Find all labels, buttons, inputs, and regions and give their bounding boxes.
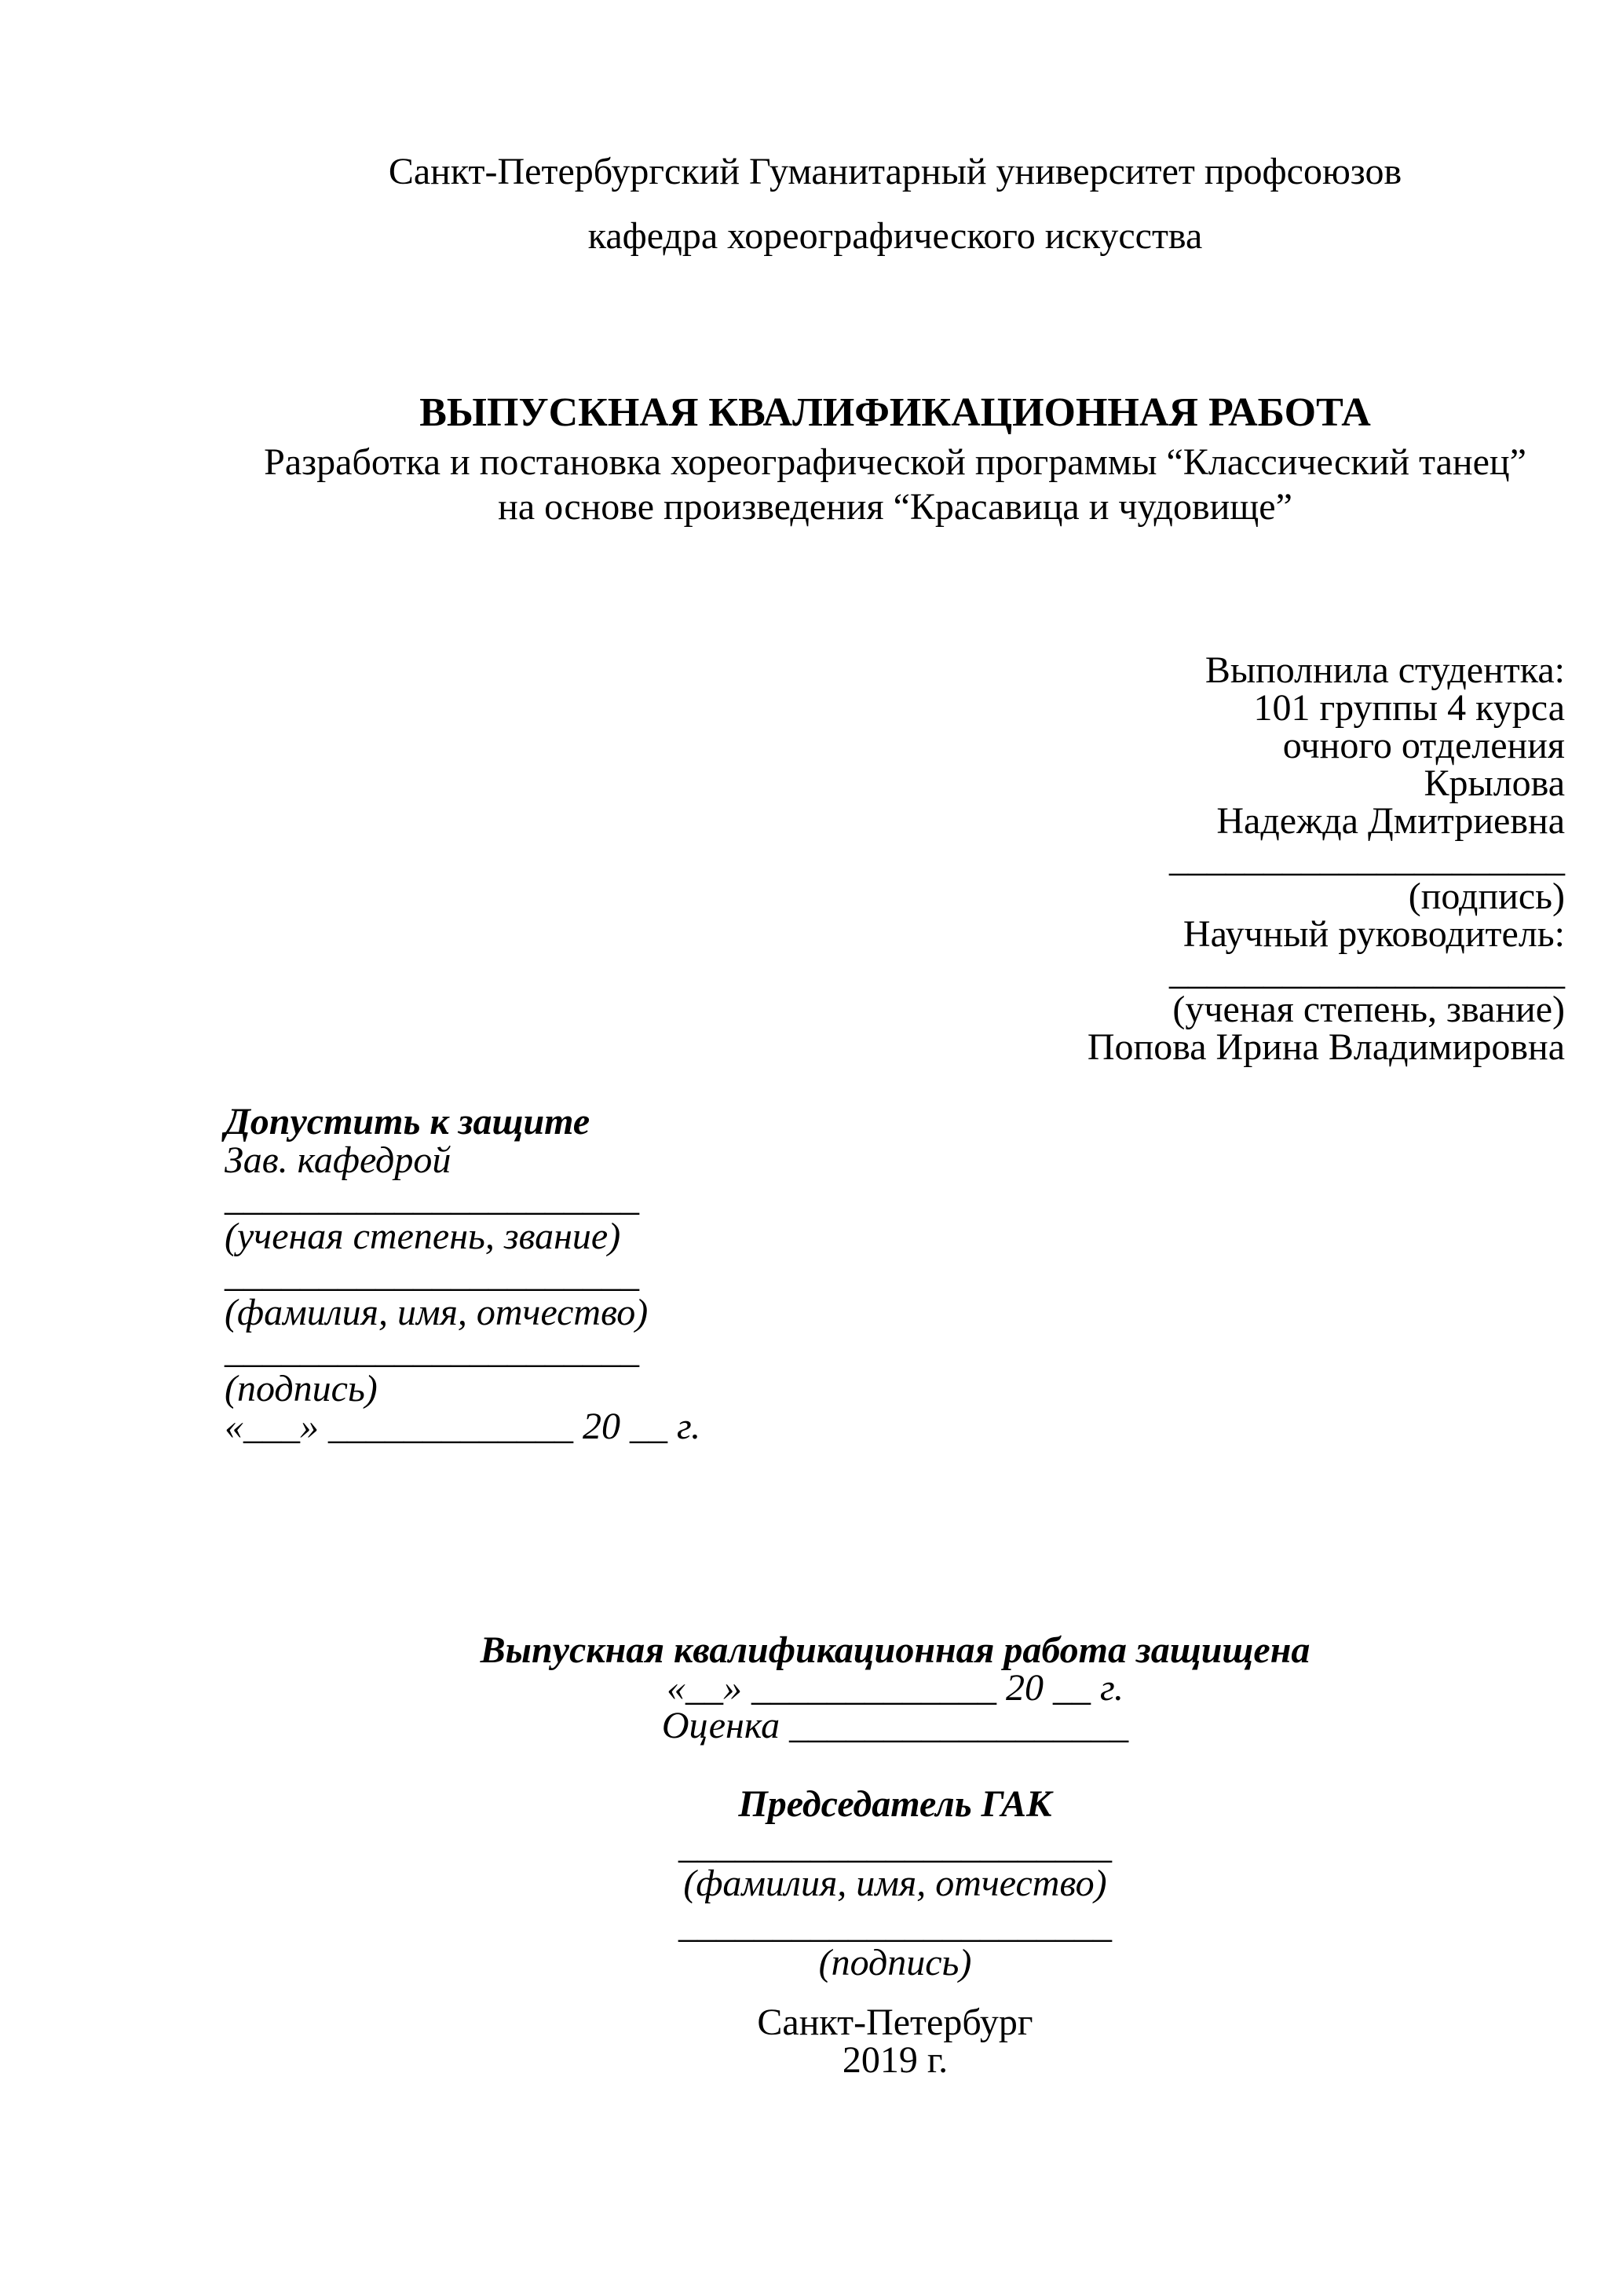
- gak-chairman-heading: Председатель ГАК: [738, 1783, 1052, 1825]
- admission-signature-line: ______________________: [225, 1329, 639, 1371]
- admission-heading: Допустить к защите: [225, 1101, 590, 1143]
- head-of-department-label: Зав. кафедрой: [225, 1139, 451, 1181]
- admission-date-line: «___» _____________ 20 __ г.: [225, 1406, 701, 1447]
- student-signature-caption: (подпись): [1408, 876, 1565, 917]
- admission-signature-caption: (подпись): [225, 1367, 378, 1409]
- student-signature-line: _____________________: [1169, 838, 1565, 879]
- chairman-signature-line: _______________________: [678, 1904, 1112, 1946]
- chairman-name-line: _______________________: [678, 1825, 1112, 1866]
- admission-block: [225, 1103, 700, 1446]
- year-line: 2019 г.: [842, 2039, 949, 2081]
- work-topic-line1: Разработка и постановка хореографической программы “Классический танец”: [264, 441, 1526, 483]
- defense-statement: Выпускная квалификационная работа защищена: [480, 1629, 1310, 1671]
- chairman-signature-caption: (подпись): [818, 1942, 972, 1983]
- admission-degree-caption: (ученая степень, звание): [225, 1215, 621, 1257]
- student-firstname-patronymic: Надежда Дмитриевна: [1216, 800, 1565, 842]
- supervisor-degree-line: _____________________: [1169, 951, 1565, 993]
- supervisor-name: Попова Ирина Владимировна: [1087, 1026, 1565, 1068]
- defense-grade-line: Оценка __________________: [661, 1705, 1129, 1746]
- defense-block: [236, 1629, 1555, 1983]
- supervisor-label: Научный руководитель:: [1183, 913, 1565, 955]
- work-topic-line2: на основе произведения “Красавица и чудовище”: [498, 486, 1292, 528]
- department-name: кафедра хореографического искусства: [587, 215, 1203, 257]
- admission-name-line: ______________________: [225, 1253, 639, 1295]
- chairman-name-caption: (фамилия, имя, отчество): [683, 1863, 1107, 1904]
- supervisor-degree-caption: (ученая степень, звание): [1172, 989, 1565, 1030]
- admission-name-caption: (фамилия, имя, отчество): [225, 1291, 649, 1333]
- student-lastname: Крылова: [1424, 762, 1565, 804]
- performed-by-label: Выполнила студентка:: [1204, 649, 1565, 691]
- study-form-line: очного отделения: [1282, 725, 1565, 766]
- city-name: Санкт-Петербург: [757, 2002, 1033, 2043]
- defense-date-line: «__» _____________ 20 __ г.: [666, 1667, 1124, 1709]
- place-year-block: [236, 2004, 1555, 2079]
- university-name: Санкт-Петербургский Гуманитарный университет профсоюзов: [388, 151, 1402, 192]
- work-title-block: [236, 391, 1555, 529]
- work-type-title: ВЫПУСКНАЯ КВАЛИФИКАЦИОННАЯ РАБОТА: [419, 390, 1371, 435]
- group-course-line: 101 группы 4 курса: [1253, 687, 1565, 729]
- university-header: [236, 153, 1555, 255]
- student-info-block: [1087, 649, 1565, 1068]
- admission-degree-line: ______________________: [225, 1177, 639, 1219]
